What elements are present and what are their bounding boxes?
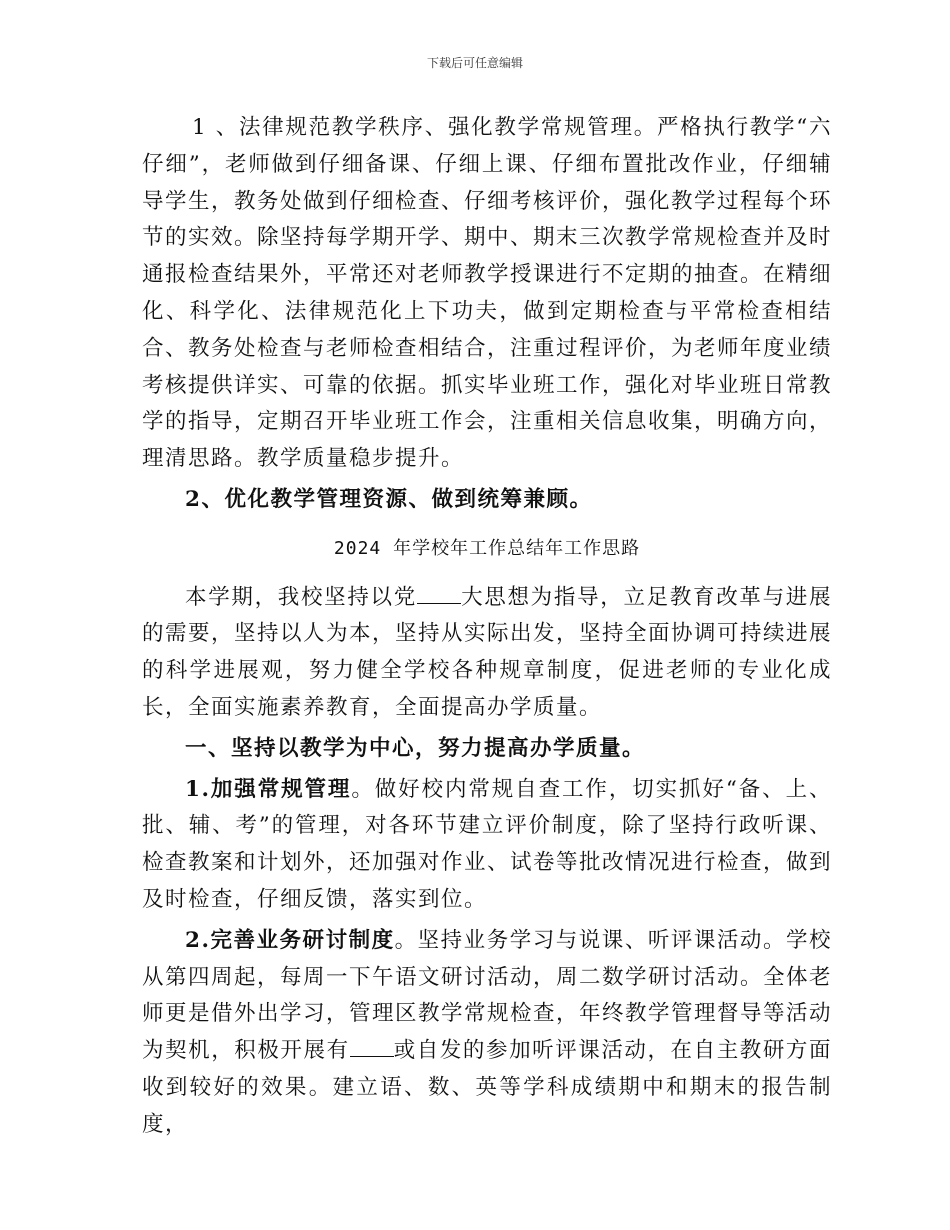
item-1-text: 。做好校内常规自查工作，切实抓好“备、上、批、辅、考”的管理，对各环节建立评价制度，除了坚持行政听课、检查教案和计划外，还加强对作业、试卷等批改情况进行检查，做到及时检查，仔细反馈，落实到位。 xyxy=(142,776,833,912)
item-2-text-after: 或自发的参加听评课活动，在自主教研方面收到较好的效果。建立语、数、英等学科成绩期中和期末的报告制度， xyxy=(142,1038,832,1137)
paragraph-intro xyxy=(142,580,832,727)
item-2-heading: 2.完善业务研讨制度 xyxy=(185,927,395,953)
section-heading-1: 一、坚持以教学为中心，努力提高办学质量。 xyxy=(185,735,646,761)
page-header: 下载后可任意编辑 xyxy=(426,56,523,70)
document-body xyxy=(142,110,832,1144)
intro-text-before: 本学期，我校坚持以党 xyxy=(185,584,417,610)
blank-underline xyxy=(350,1038,394,1057)
paragraph-regulation: 1 、法律规范教学秩序、强化教学常规管理。严格执行教学“六仔细”，老师做到仔细备课、仔细上课、仔细布置批改作业，仔细辅导学生，教务处做到仔细检查、仔细考核评价，强化教学过程每个环节的实效。除坚持每学期开学、期中、期末三次教学常规检查并及时通报检查结果外，平常还对老师教学授课进行不定期的抽查。在精细化、科学化、法律规范化上下功夫，做到定期检查与平常检查相结合、教务处检查与老师检查相结合，注重过程评价，为老师年度业绩考核提供详实、可靠的依据。抓实毕业班工作，强化对毕业班日常教学的指导，定期召开毕业班工作会，注重相关信息收集，明确方向，理清思路。教学质量稳步提升。 xyxy=(142,115,833,472)
item-2-text-before: 。坚持业务学习与说课、听评课活动。学校从第四周起，每周一下午语文研讨活动，周二数学研讨活动。全体老师更是借外出学习，管理区教学常规检查，年终教学管理督导等活动为契机，积极开展有 xyxy=(142,927,833,1064)
paragraph-item-2 xyxy=(142,923,832,1144)
item-1-heading: 1.加强常规管理 xyxy=(185,776,352,802)
paragraph-item-1 xyxy=(142,772,832,919)
intro-text-after: 大思想为指导，立足教育改革与进展的需要，坚持以人为本，坚持从实际出发，坚持全面协调可持续进展的科学进展观，努力健全学校各种规章制度，促进老师的专业化成长，全面实施素养教育，全面提高办学质量。 xyxy=(142,584,833,720)
blank-underline xyxy=(417,585,461,604)
paragraph-optimize-heading: 2、优化教学管理资源、做到统筹兼顾。 xyxy=(185,486,593,512)
document-title: 2024 年学校年工作总结年工作思路 xyxy=(333,537,641,559)
